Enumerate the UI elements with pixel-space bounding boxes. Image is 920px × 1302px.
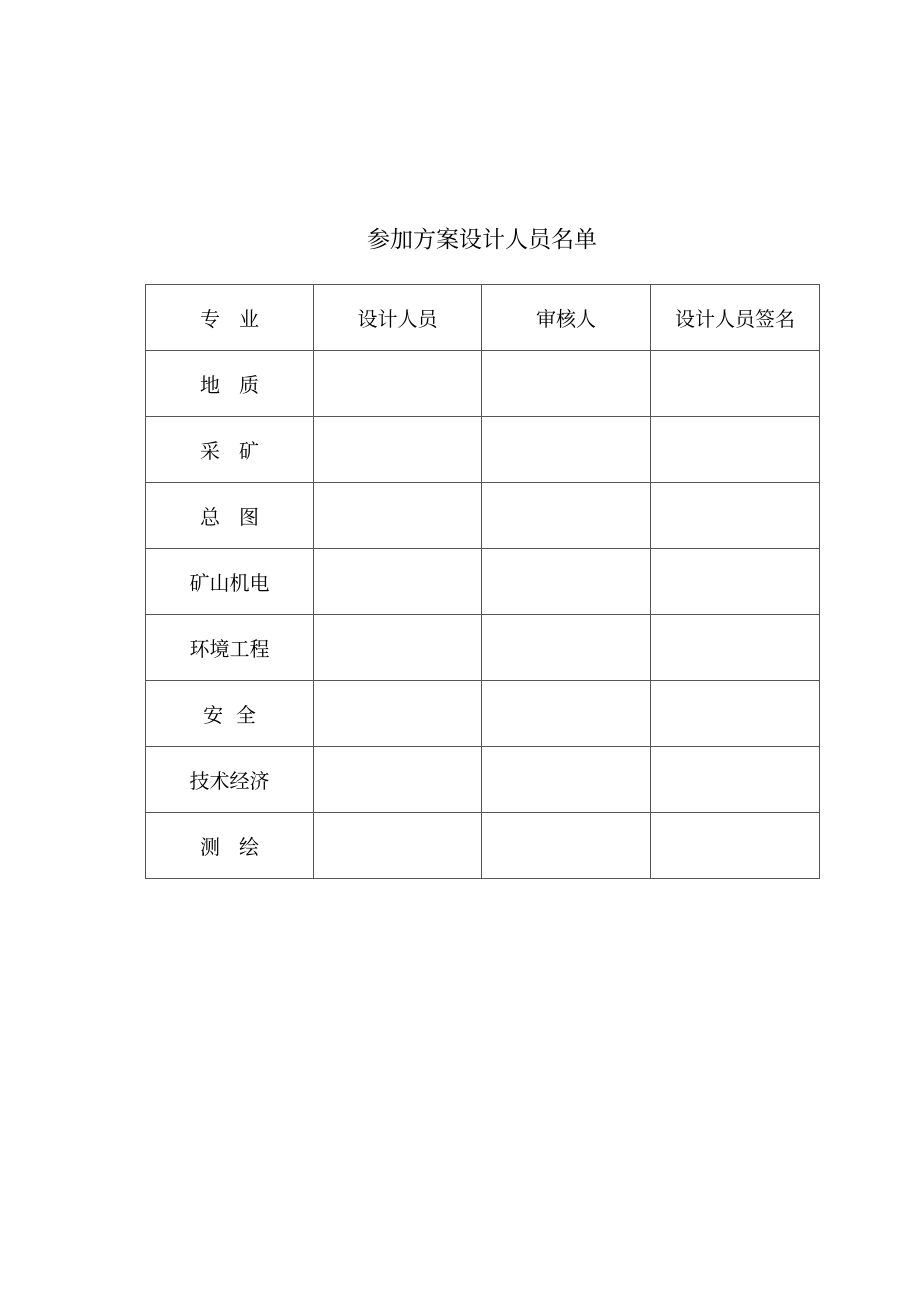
designer-cell[interactable] <box>314 417 482 483</box>
table-row <box>146 417 820 483</box>
table-row <box>146 813 820 879</box>
table-row <box>146 549 820 615</box>
reviewer-cell[interactable] <box>482 615 651 681</box>
discipline-cell: 采 矿 <box>146 417 314 483</box>
discipline-cell: 测 绘 <box>146 813 314 879</box>
discipline-cell: 技术经济 <box>146 747 314 813</box>
designer-cell[interactable] <box>314 549 482 615</box>
signature-cell[interactable] <box>651 615 820 681</box>
table-row <box>146 483 820 549</box>
signature-cell[interactable] <box>651 351 820 417</box>
designer-cell[interactable] <box>314 615 482 681</box>
header-reviewer: 审核人 <box>482 285 651 351</box>
discipline-cell: 总 图 <box>146 483 314 549</box>
reviewer-cell[interactable] <box>482 681 651 747</box>
discipline-cell: 安 全 <box>146 681 314 747</box>
table-row <box>146 681 820 747</box>
reviewer-cell[interactable] <box>482 483 651 549</box>
document-title: 参加方案设计人员名单 <box>367 227 597 253</box>
designer-cell[interactable] <box>314 747 482 813</box>
designer-cell[interactable] <box>314 483 482 549</box>
table-row <box>146 747 820 813</box>
signature-cell[interactable] <box>651 747 820 813</box>
discipline-cell: 矿山机电 <box>146 549 314 615</box>
header-discipline: 专 业 <box>146 285 314 351</box>
reviewer-cell[interactable] <box>482 351 651 417</box>
table-header-row <box>146 285 820 351</box>
signature-cell[interactable] <box>651 483 820 549</box>
signature-cell[interactable] <box>651 813 820 879</box>
designer-cell[interactable] <box>314 681 482 747</box>
designer-cell[interactable] <box>314 351 482 417</box>
reviewer-cell[interactable] <box>482 747 651 813</box>
discipline-cell: 环境工程 <box>146 615 314 681</box>
reviewer-cell[interactable] <box>482 417 651 483</box>
reviewer-cell[interactable] <box>482 813 651 879</box>
table-row <box>146 615 820 681</box>
reviewer-cell[interactable] <box>482 549 651 615</box>
table-row <box>146 351 820 417</box>
signature-cell[interactable] <box>651 681 820 747</box>
signature-cell[interactable] <box>651 549 820 615</box>
header-designer: 设计人员 <box>314 285 482 351</box>
personnel-table <box>145 284 820 879</box>
signature-cell[interactable] <box>651 417 820 483</box>
header-signature: 设计人员签名 <box>651 285 820 351</box>
discipline-cell: 地 质 <box>146 351 314 417</box>
designer-cell[interactable] <box>314 813 482 879</box>
